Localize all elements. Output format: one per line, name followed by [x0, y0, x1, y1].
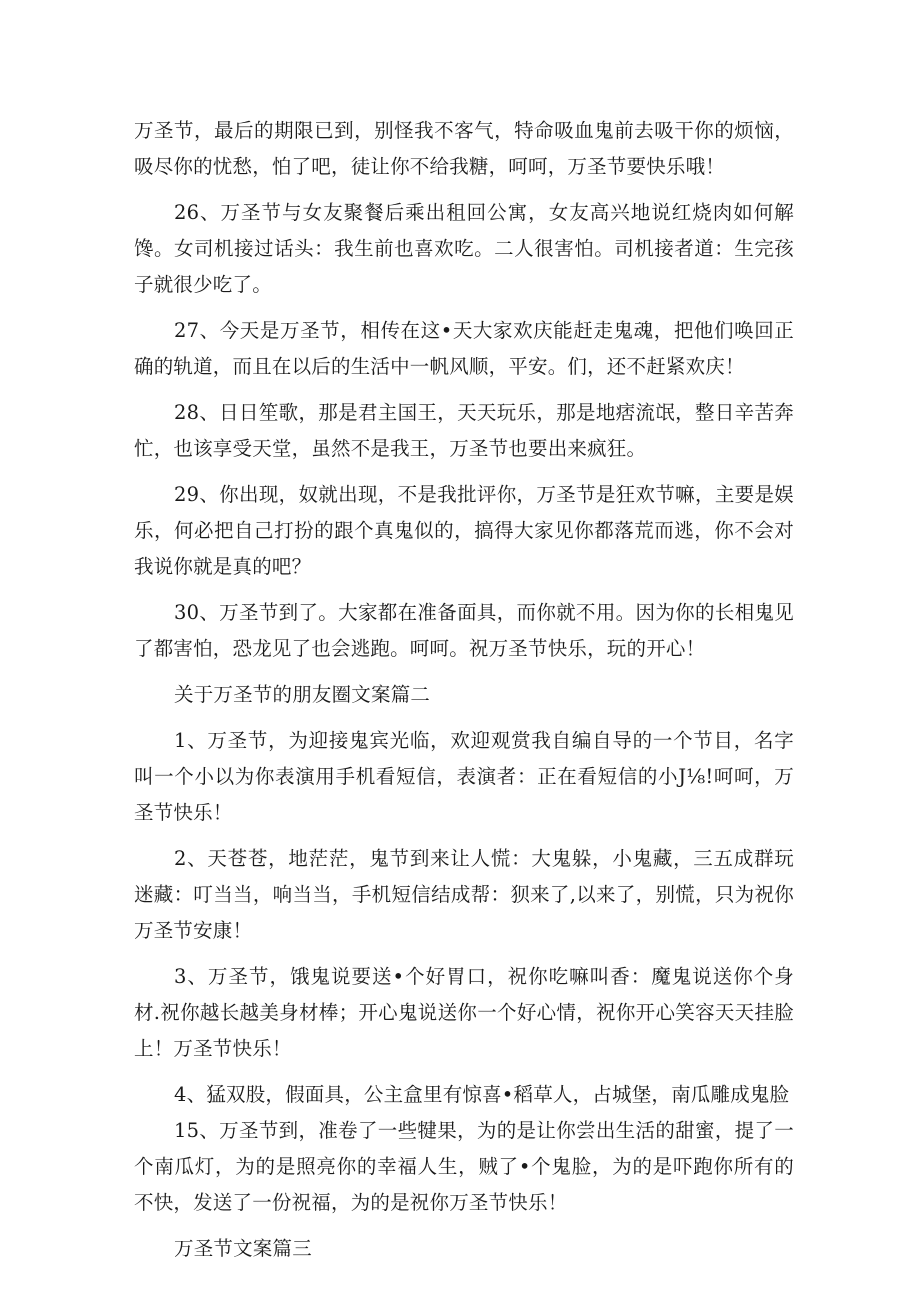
paragraph-3: 3、万圣节，饿鬼说要送•个好胃口，祝你吃嘛叫香：魔鬼说送你个身材.祝你越长越美身材棒；开心鬼说送你一个好心情，祝你开心笑容天天挂脸上！万圣节快乐！	[134, 965, 794, 1060]
paragraph-30: 30、万圣节到了。大家都在准备面具，而你就不用。因为你的长相鬼见了都害怕，恐龙见了也会逃跑。呵呵。祝万圣节快乐，玩的开心！	[134, 601, 794, 660]
paragraph-26: 26、万圣节与女友聚餐后乘出租回公寓，女友高兴地说红烧肉如何解馋。女司机接过话头：我生前也喜欢吃。二人很害怕。司机接者道：生完孩子就很少吃了。	[134, 201, 794, 296]
section-heading-part-three: 万圣节文案篇三	[174, 1237, 312, 1260]
paragraph-29: 29、你出现，奴就出现，不是我批评你，万圣节是狂欢节嘛，主要是娱乐，何必把自己打扮的跟个真鬼似的，搞得大家见你都落荒而逃，你不会对我说你就是真的吧？	[134, 483, 794, 578]
section-heading-part-two: 关于万圣节的朋友圈文案篇二	[174, 683, 431, 706]
paragraph-1: 1、万圣节，为迎接鬼宾光临，欢迎观赏我自编自导的一个节目，名字叫一个小以为你表演用手机看短信，表演者：正在看短信的小J⅛!呵呵，万圣节快乐！	[134, 729, 794, 824]
paragraph-halloween-deadline: 万圣节，最后的期限已到，别怪我不客气，特命吸血鬼前去吸干你的烦恼，吸尽你的忧愁，怕了吧，徒让你不给我糖，呵呵，万圣节要快乐哦！	[134, 119, 794, 178]
paragraph-15: 15、万圣节到，准卷了一些犍果，为的是让你尝出生活的甜蜜，提了一个南瓜灯，为的是照亮你的幸福人生，贼了•个鬼脸，为的是吓跑你所有的不快，发送了一份祝福，为的是祝你万圣节快乐！	[134, 1119, 794, 1214]
paragraph-4: 4、猛双股，假面具，公主盒里有惊喜•稻草人，占城堡，南瓜雕成鬼脸	[174, 1083, 790, 1106]
paragraph-2: 2、天苍苍，地茫茫，鬼节到来让人慌：大鬼躲，小鬼藏，三五成群玩迷藏：叮当当，响当当，手机短信结成帮：狈来了,以来了，别慌，只为祝你万圣节安康！	[134, 847, 794, 942]
document-body	[134, 113, 794, 1277]
paragraph-28: 28、日日笙歌，那是君主国王，天天玩乐，那是地痞流氓，整日辛苦奔忙，也该享受天堂，虽然不是我王，万圣节也要出来疯狂。	[134, 401, 794, 460]
paragraph-27: 27、今天是万圣节，相传在这•天大家欢庆能赶走鬼魂，把他们唤回正确的轨道，而且在以后的生活中一帆风顺，平安。们，还不赶紧欢庆！	[134, 319, 794, 378]
